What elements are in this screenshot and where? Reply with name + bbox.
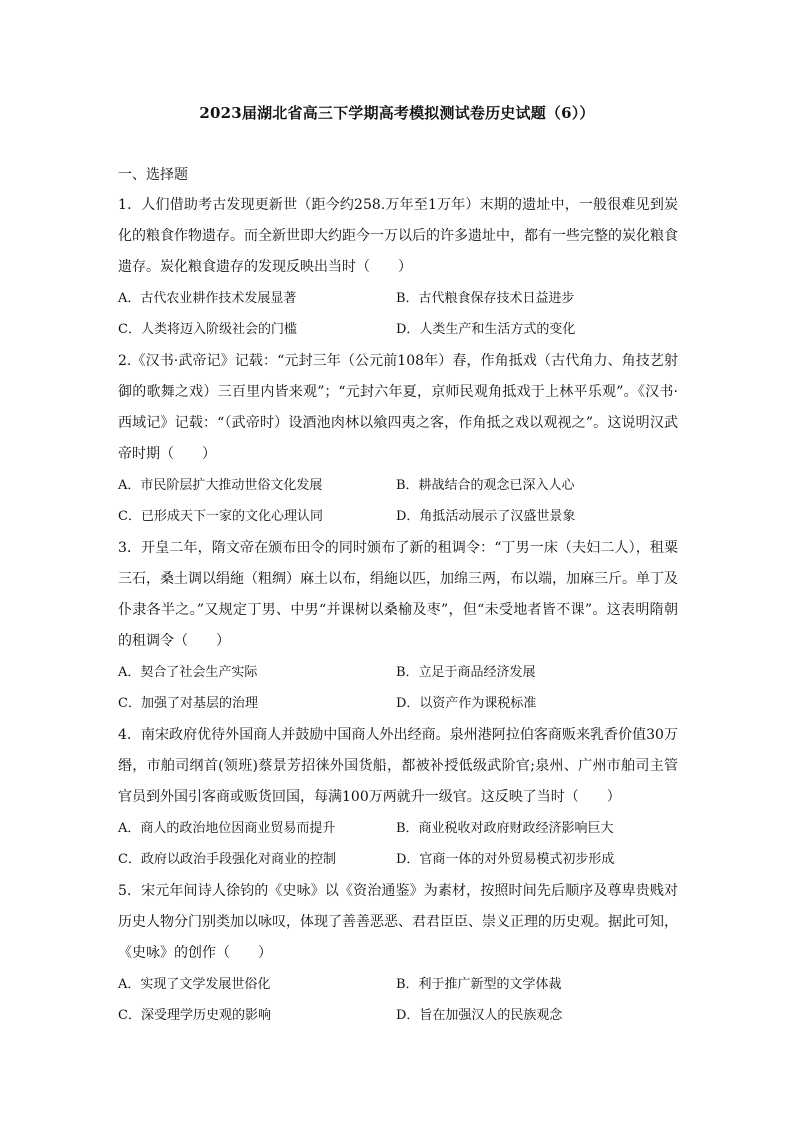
option-c: C．加强了对基层的治理 xyxy=(118,696,258,711)
question-3-options xyxy=(118,657,678,719)
option-b: B．商业税收对政府财政经济影响巨大 xyxy=(396,821,614,836)
option-c: C．已形成天下一家的文化心理认同 xyxy=(118,509,323,524)
option-b: B．古代粮食保存技术日益进步 xyxy=(396,291,575,306)
option-d: D．旨在加强汉人的民族观念 xyxy=(396,1008,563,1023)
option-d: D．以资产作为课税标准 xyxy=(396,696,537,711)
option-d: D．官商一体的对外贸易模式初步形成 xyxy=(396,852,615,867)
option-a: A．古代农业耕作技术发展显著 xyxy=(118,291,297,306)
option-b: B．利于推广新型的文学体裁 xyxy=(396,977,562,992)
option-d: D．角抵活动展示了汉盛世景象 xyxy=(396,509,576,524)
option-b: B．立足于商品经济发展 xyxy=(396,665,536,680)
exam-title: 2023届湖北省高三下学期高考模拟测试卷历史试题（6）） xyxy=(199,104,595,122)
option-c: C．深受理学历史观的影响 xyxy=(118,1008,271,1023)
question-4-stem: 4．南宋政府优待外国商人并鼓励中国商人外出经商。泉州港阿拉伯客商贩来乳香价值30万缗，市舶司纲首(领班)蔡景芳招徕外国货船，都被补授低级武阶官;泉州、广州市舶司主管官员到外国引客商或贩货回国，每满100万两就升一级官。这反映了当时（ ） xyxy=(118,727,678,805)
option-a: A．契合了社会生产实际 xyxy=(118,665,258,680)
question-1-stem: 1．人们借助考古发现更新世（距今约258.万年至1万年）末期的遗址中，一般很难见到炭化的粮食作物遗存。而全新世即大约距今一万以后的许多遗址中，都有一些完整的炭化粮食遗存。炭化粮食遗存的发现反映出当时（ ） xyxy=(118,197,678,275)
question-5-options xyxy=(118,969,678,1031)
question-3-stem: 3．开皇二年，隋文帝在颁布田令的同时颁布了新的租调令：“丁男一床（夫妇二人），租粟三石，桑土调以绢絁（粗绸）麻土以布，绢絁以匹，加绵三两，布以端，加麻三斤。单丁及仆隶各半之。”又规定丁男、中男“并课树以桑榆及枣”，但“未受地者皆不课”。这表明隋朝的租调令（ ） xyxy=(118,540,678,649)
option-c: C．人类将迈入阶级社会的门槛 xyxy=(118,322,297,337)
option-b: B．耕战结合的观念已深入人心 xyxy=(396,478,575,493)
question-5-stem: 5．宋元年间诗人徐钧的《史咏》以《资治通鉴》为素材，按照时间先后顺序及尊卑贵贱对历史人物分门别类加以咏叹，体现了善善恶恶、君君臣臣、崇义正理的历史观。据此可知，《史咏》的创作（ ） xyxy=(118,883,678,961)
question-2-stem: 2.《汉书·武帝记》记载：“元封三年（公元前108年）春，作角抵戏（古代角力、角技艺射御的歌舞之戏）三百里内皆来观”；“元封六年夏，京师民观角抵戏于上林平乐观”。《汉书·西域记》记载：“（武帝时）设酒池肉林以飨四夷之客，作角抵之戏以观视之”。这说明汉武帝时期（ ） xyxy=(118,353,678,462)
option-a: A．实现了文学发展世俗化 xyxy=(118,977,271,992)
section-heading: 一、选择题 xyxy=(118,167,188,183)
option-c: C．政府以政治手段强化对商业的控制 xyxy=(118,852,336,867)
option-d: D．人类生产和生活方式的变化 xyxy=(396,322,576,337)
option-a: A．商人的政治地位因商业贸易而提升 xyxy=(118,821,336,836)
question-4-options xyxy=(118,813,678,875)
option-a: A．市民阶层扩大推动世俗文化发展 xyxy=(118,478,323,493)
question-2-options xyxy=(118,470,678,532)
question-1-options xyxy=(118,283,678,345)
